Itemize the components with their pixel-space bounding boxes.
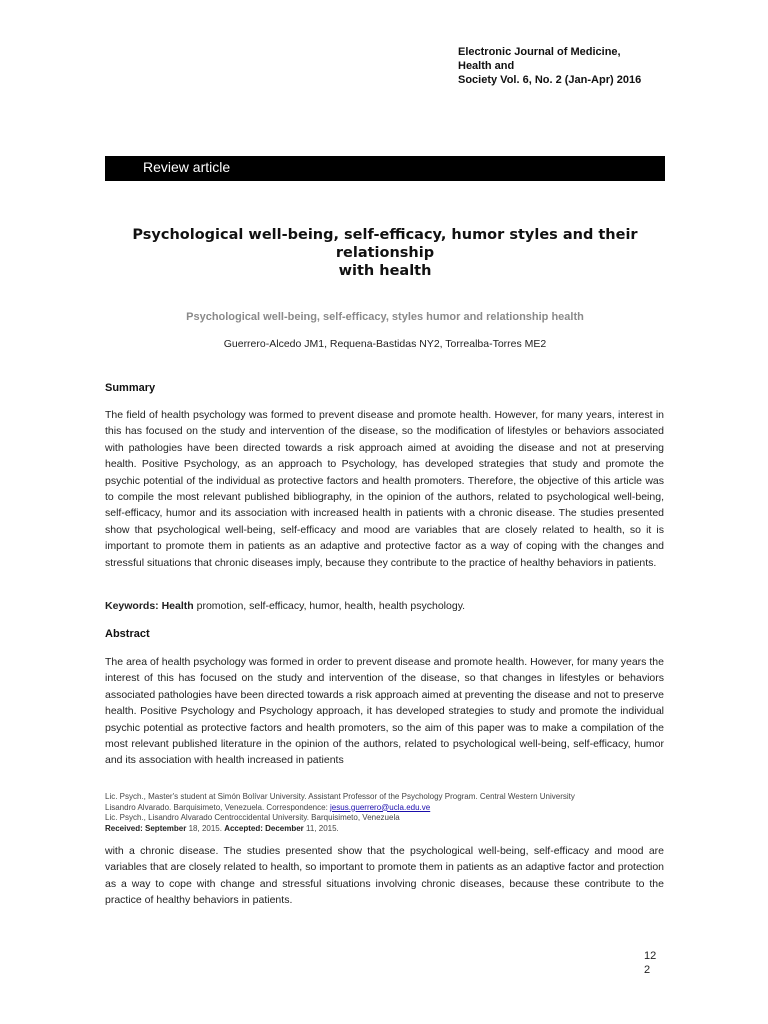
title-line: Psychological well-being, self-efficacy, humor styles and their [132,227,638,243]
footnote-line [105,803,665,814]
journal-line: Society Vol. 6, No. 2 (Jan-Apr) 2016 [458,74,642,86]
journal-citation [458,45,738,87]
accepted-date: 11, 2015. [303,823,339,833]
correspondence-email-link[interactable]: jesus.guerrero@ucla.edu.ve [330,802,431,812]
keywords-text: promotion, self-efficacy, humor, health, health psychology. [193,600,466,612]
accepted-label: Accepted: December [224,823,304,833]
title-line: relationship [335,245,435,261]
summary-text: The field of health psychology was formed to prevent disease and promote health. However, for many years, interest in this has focused on the study and intervention of the disease, so the modification of lifestyles or behaviors associated with pathologies have been directed towards a risk approach aimed at avoiding the disease and not at preserving health. Positive Psychology, as an approach to Psychology, has developed strategies that study and promote the psychic potential of the individual as protective factors and health promoters. Therefore, the objective of this article was to compile the most relevant published bibliography, in the opinion of the authors, related to psychological well-being, self-efficacy, humor and its association with increased health in patients with a chronic disease. The studies presented show that psychological well-being, self-efficacy and mood are variables that are closely related to health, so it is important to promote them in patients as an adaptive and protective factor as a way of coping with the changes and stressful situations that chronic diseases imply, because they contribute to the practice of healthy behaviors in patients. [105,409,664,569]
journal-line: Electronic Journal of Medicine, [458,46,621,58]
keywords-line [105,599,664,613]
title-line: with health [338,263,432,279]
footnote-line: Lic. Psych., Master's student at Simón Bolívar University. Assistant Professor of the Psychology Program. Central Western University [105,792,575,801]
page-number-line: 12 [644,950,657,962]
journal-line: Health and [458,60,515,72]
article-type-banner [105,156,665,181]
dates-line [105,824,665,835]
article-title [105,226,665,280]
footnote-text: Lisandro Alvarado. Barquisimeto, Venezuela. Correspondence: [105,802,331,812]
page-number [644,949,674,977]
author-list: Guerrero-Alcedo JM1, Requena-Bastidas NY2, Torrealba-Torres ME2 [223,338,547,350]
abstract-continuation: with a chronic disease. The studies presented show that the psychological well-being, self-efficacy and mood are variables that are closely related to health, so important to promote them in patients as an adaptive factor and protection as a way to cope with change and stressful situations involving chronic diseases, because these contribute to the practice of healthy behaviors in patients. [105,845,664,907]
article-subtitle: Psychological well-being, self-efficacy, styles humor and relationship health [186,311,584,323]
author-footnote [105,792,665,834]
summary-heading: Summary [105,382,156,394]
article-type-label: Review article [143,159,231,175]
abstract-text: The area of health psychology was formed in order to prevent disease and promote health. However, for many years the interest of this has focused on the study and intervention of the disease, so that changes in lifestyles or behaviors associated pathologies have been directed towards a risk approach aimed at preventing the disease and not to preserve health. Positive Psychology and Psychology approach, it has developed strategies to study and promote the individual psychic potential as protective factors and health promoters, so the aim of this paper was to make a compilation of the most relevant published literature in the opinion of the authors, related to psychological well-being, self-efficacy, humor and its association with health increased in patients [105,656,664,767]
footnote-line: Lic. Psych., Lisandro Alvarado Centroccidental University. Barquisimeto, Venezuela [105,813,400,822]
received-date: 18, 2015. [186,823,225,833]
abstract-heading: Abstract [105,628,150,640]
received-label: Received: September [105,823,187,833]
page-number-line: 2 [644,964,651,976]
keywords-label: Keywords: Health [105,600,194,612]
